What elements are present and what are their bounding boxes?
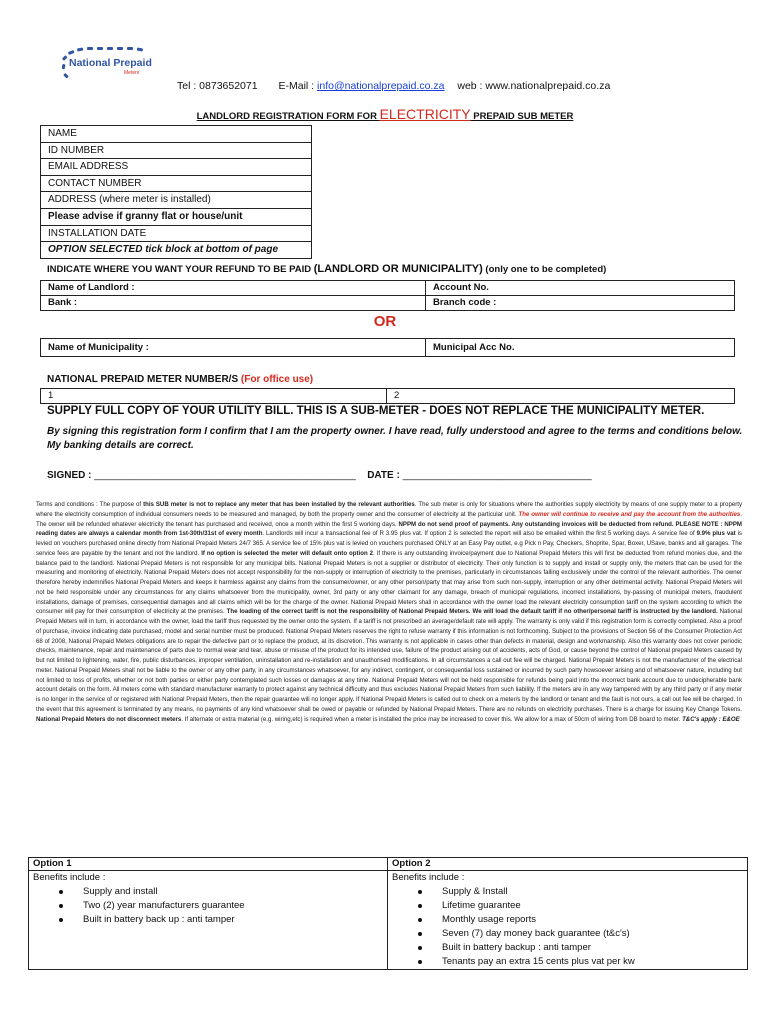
option1-benefits xyxy=(29,871,388,970)
list-item: Built in battery backup : anti tamper xyxy=(430,941,743,955)
terms-part: . The owner will be refunded whatever electricity the tenant has purchased and received, once a month within the first 5 working days. xyxy=(36,510,742,528)
terms-part: . The sub meter is only for situations where the authorities supply electricity by means of one supply meter to a property where the electricity consumption of individual consumers needs to be measured and managed, by both the property owner and the consumer of electricity at the particular unit. xyxy=(36,501,742,518)
branch-code-cell[interactable]: Branch code : xyxy=(426,296,735,311)
option1-title[interactable]: Option 1 xyxy=(29,858,388,871)
terms-part: 9.9% plus vat xyxy=(696,530,736,538)
terms-part: The loading of the correct tariff is not the responsibility of National Prepaid Meters. We will load the default tariff if no other/personal tariff is instructed by the landlord. xyxy=(226,608,718,616)
granny-flat-field[interactable]: Please advise if granny flat or house/unit xyxy=(41,209,311,226)
contact-number-field[interactable]: CONTACT NUMBER xyxy=(41,176,311,193)
date-field[interactable]: __________________________________ xyxy=(402,470,592,481)
option1-benefits-label: Benefits include : xyxy=(33,872,106,883)
office-use-note: (For office use) xyxy=(240,374,314,385)
meter-number-2[interactable]: 2 xyxy=(387,389,735,404)
title-after: PREPAID SUB METER xyxy=(470,111,574,122)
refund-after: (only one to be completed) xyxy=(482,264,607,275)
terms-and-conditions xyxy=(36,500,742,724)
landlord-table xyxy=(40,280,735,311)
option1-benefit-list xyxy=(33,885,383,927)
agreement-statement: By signing this registration form I confirm that I am the property owner. I have read, fully understood and agree to the terms and conditions below. My banking details are correct. xyxy=(47,426,743,451)
terms-part: National Prepaid Meters do not disconnect meters xyxy=(36,715,182,723)
signed-label: SIGNED : xyxy=(47,470,92,481)
supply-bill-notice: SUPPLY FULL COPY OF YOUR UTILITY BILL. THIS IS A SUB-METER - DOES NOT REPLACE THE MUNICIPALITY METER. xyxy=(47,405,705,417)
personal-details-box xyxy=(40,125,312,259)
refund-big: (LANDLORD OR MUNICIPALITY) xyxy=(313,263,483,275)
contact-line xyxy=(177,80,610,92)
bank-cell[interactable]: Bank : xyxy=(41,296,426,311)
list-item: Two (2) year manufacturers guarantee xyxy=(71,899,383,913)
meter-number-1[interactable]: 1 xyxy=(41,389,387,404)
date-label: DATE : xyxy=(367,470,400,481)
list-item: Built in battery back up : anti tamper xyxy=(71,913,383,927)
terms-part: is levied on vouchers purchased online directly from National Prepaid Meters 24/7 365. A service fee of 15% plus vat is levied on vouchers purchased ONLY at an Easy Pay outlet, e.g Pick n Pay, Checkers, Shoprite, Spar, Boxer, USave, banks and all garages. The service fees are payable by the tenant and not the landlord. xyxy=(36,530,742,557)
option2-benefit-list xyxy=(392,885,743,969)
signature-field[interactable]: _______________________________________________ xyxy=(94,470,356,481)
meter-number-table xyxy=(40,388,735,404)
title-highlight: ELECTRICITY xyxy=(379,106,471,122)
option2-benefits-label: Benefits include : xyxy=(392,872,465,883)
terms-part: . Landlords will incur a transactional fee of R 3.95 plus vat. If option 2 is selected the report will also be emailed within the first 5 working days. A service fee of xyxy=(262,530,697,538)
list-item: Supply & Install xyxy=(430,885,743,899)
form-title xyxy=(0,106,770,122)
terms-part: . If alternate or extra material (e.g. wiring,etc) is required when a meter is installed the price may be increased to cover this. We allow for a max of 50cm of wiring from DB board to meter. xyxy=(181,715,683,723)
logo-graphic xyxy=(60,46,170,82)
terms-part: T&C's apply : E&OE xyxy=(682,715,740,723)
terms-part-red: The owner will continue to receive and pay the account from the authorities xyxy=(518,510,741,518)
logo-text: National Prepaid xyxy=(69,57,152,69)
account-no-cell[interactable]: Account No. xyxy=(426,281,735,296)
address-field[interactable]: ADDRESS (where meter is installed) xyxy=(41,192,311,209)
option-selected-field[interactable]: OPTION SELECTED tick block at bottom of page xyxy=(48,244,279,256)
name-field[interactable]: NAME xyxy=(41,126,311,143)
terms-part: Terms and conditions : The purpose of xyxy=(36,501,144,508)
signature-line xyxy=(47,470,592,481)
terms-part: this SUB meter is not to replace any meter that has been installed by the relevant authorities xyxy=(143,501,415,508)
terms-part: National Prepaid Meters will in turn, in accordance with the owner, load the tariff thus requested by the owner onto the system. If a tariff is not prescribed an average/default rate will apply. The warranty is only valid if this registration form is correctly completed. Also a proof of purchase, invoice indicating date purchased, model and serial number must be produced. National Prepaid Meters reserves the right to refuse warranty if this information is not forthcoming. Subject to the provisions of Section 56 of the Consumer Protection Act 68 of 2008, National Prepaid Meters obligations are to repair the defective part or to replace the product, at its discretion. This warranty is not applicable in cases other than defects in material, design and workmanship. Also this warranty does not cover periodic checks, maintenance, repair and maintenance of parts due to normal wear and tear, abuse or misuse of the product for its intended use, failure of the product arising out of accidents, acts of God, or cause beyond the control of National prepaid Meters caused by but not limited to lightening, water, fire, public disturbances, improper ventilation, uninstallation and re-installation and unauthorised modifications. In all circumstances a call out fee will be charged. National Prepaid Meters is not the manufacturer of the electrical meter. National Prepaid Meters shall not be liable to the owner or any other party, in any circumstances whatsoever, for any indirect, contingent, or consequential loss sustained or incurred by such party howsoever arising and of whatsoever nature, including but not limited to loss of profits, whether or not both parties or either party contemplated such losses or damages at any time. National Prepaid Meters will not be held responsible for refunds being paid into the incorrect bank account due to undecipherable bank account details on the form. All meters come with standard manufacturer warranty to protect against any technical difficulty and thus excludes National Prepaid Meters from such liability. If the meters are in any way tampered with by any third party or if any meter is no longer in the service of or registered with National Prepaid Meters, then the repair guarantee will no longer apply. If National Prepaid Meters is called out to check on a meter/s by the landlord or tenant and the fault is not ours, a call out fee will be charged. In the event that this agreement is terminated by any means, no payments of any kind whatsoever shall be owed or payable or refunded by National Prepaid Meters. There are no refunds on electricity purchases. There is a charge for issuing Key Change Tokens. xyxy=(36,608,742,713)
or-divider: OR xyxy=(373,313,397,330)
municipality-name-cell[interactable]: Name of Municipality : xyxy=(41,339,426,357)
terms-part: NPPM do not send proof of payments. Any outstanding invoices will be deducted from refund. PLEASE NOTE : NPPM reading dates are always a calendar month from 1st-30th/31st of every month xyxy=(36,520,742,538)
list-item: Lifetime guarantee xyxy=(430,899,743,913)
email-address-field[interactable]: EMAIL ADDRESS xyxy=(41,159,311,176)
list-item: Monthly usage reports xyxy=(430,913,743,927)
meter-number-label xyxy=(47,374,313,385)
id-number-field[interactable]: ID NUMBER xyxy=(41,143,311,160)
refund-before: INDICATE WHERE YOU WANT YOUR REFUND TO BE PAID xyxy=(47,264,314,275)
landlord-name-cell[interactable]: Name of Landlord : xyxy=(41,281,426,296)
list-item: Supply and install xyxy=(71,885,383,899)
title-before: LANDLORD REGISTRATION FORM FOR xyxy=(196,111,380,122)
email-link[interactable]: info@nationalprepaid.co.za xyxy=(317,80,445,92)
website: web : www.nationalprepaid.co.za xyxy=(457,80,611,92)
meter-label-text: NATIONAL PREPAID METER NUMBER/S xyxy=(47,374,241,385)
options-table xyxy=(28,857,748,970)
refund-instruction xyxy=(47,263,606,275)
company-logo xyxy=(60,46,170,82)
terms-part: . If there is any outstanding invoice/payment due to National Prepaid Meters this will first be deducted from refund monies due, and the balance paid to the landlord. National Prepaid Meters is not responsible for any municipal bills. National Prepaid Meters is not a supplier or distributor of electricity. Their only function is to supply and install or supply only, the meters that can be used for the measuring and monitoring of electricity. National Prepaid Meters does not accept responsibility for the non-supply or interruption of electricity to the premises, particularly in circumstances falling exclusively under the control of the relevant authorities. The owner therefore hereby indemnifies National Prepaid Meters and keeps it harmless against any claims from the consumer/owner, or any other person/party that may arise from such non-supply, interruption or any other detrimental activity. National Prepaid Meters will not be held responsible under any circumstances for any claims whatsoever from the municipality, owner, 3rd party or any other claimant for any damage, breach of municipal regulations, incorrect installations, by-passing of municipal meters, fraudulent installations, damage of premises, consequential damages and all claims which will be for the charge of the owner. National Prepaid Meters shall in accordance with the owner load the relevant electricity consumption tariff on the system according to which the consumer will pay for their consumption of electricity at the premises. xyxy=(36,549,742,616)
list-item: Seven (7) day money back guarantee (t&c's) xyxy=(430,927,743,941)
terms-part: If no option is selected the meter will default onto option 2 xyxy=(201,549,374,557)
option2-title[interactable]: Option 2 xyxy=(388,858,748,871)
municipal-acc-cell[interactable]: Municipal Acc No. xyxy=(426,339,735,357)
municipality-table xyxy=(40,338,735,357)
telephone: Tel : 0873652071 xyxy=(177,80,258,92)
list-item: Tenants pay an extra 15 cents plus vat per kw xyxy=(430,955,743,969)
logo-subtext: Meters xyxy=(124,70,140,76)
email-label: E-Mail : xyxy=(278,80,318,92)
installation-date-field[interactable]: INSTALLATION DATE xyxy=(41,226,311,243)
option2-benefits xyxy=(388,871,748,970)
